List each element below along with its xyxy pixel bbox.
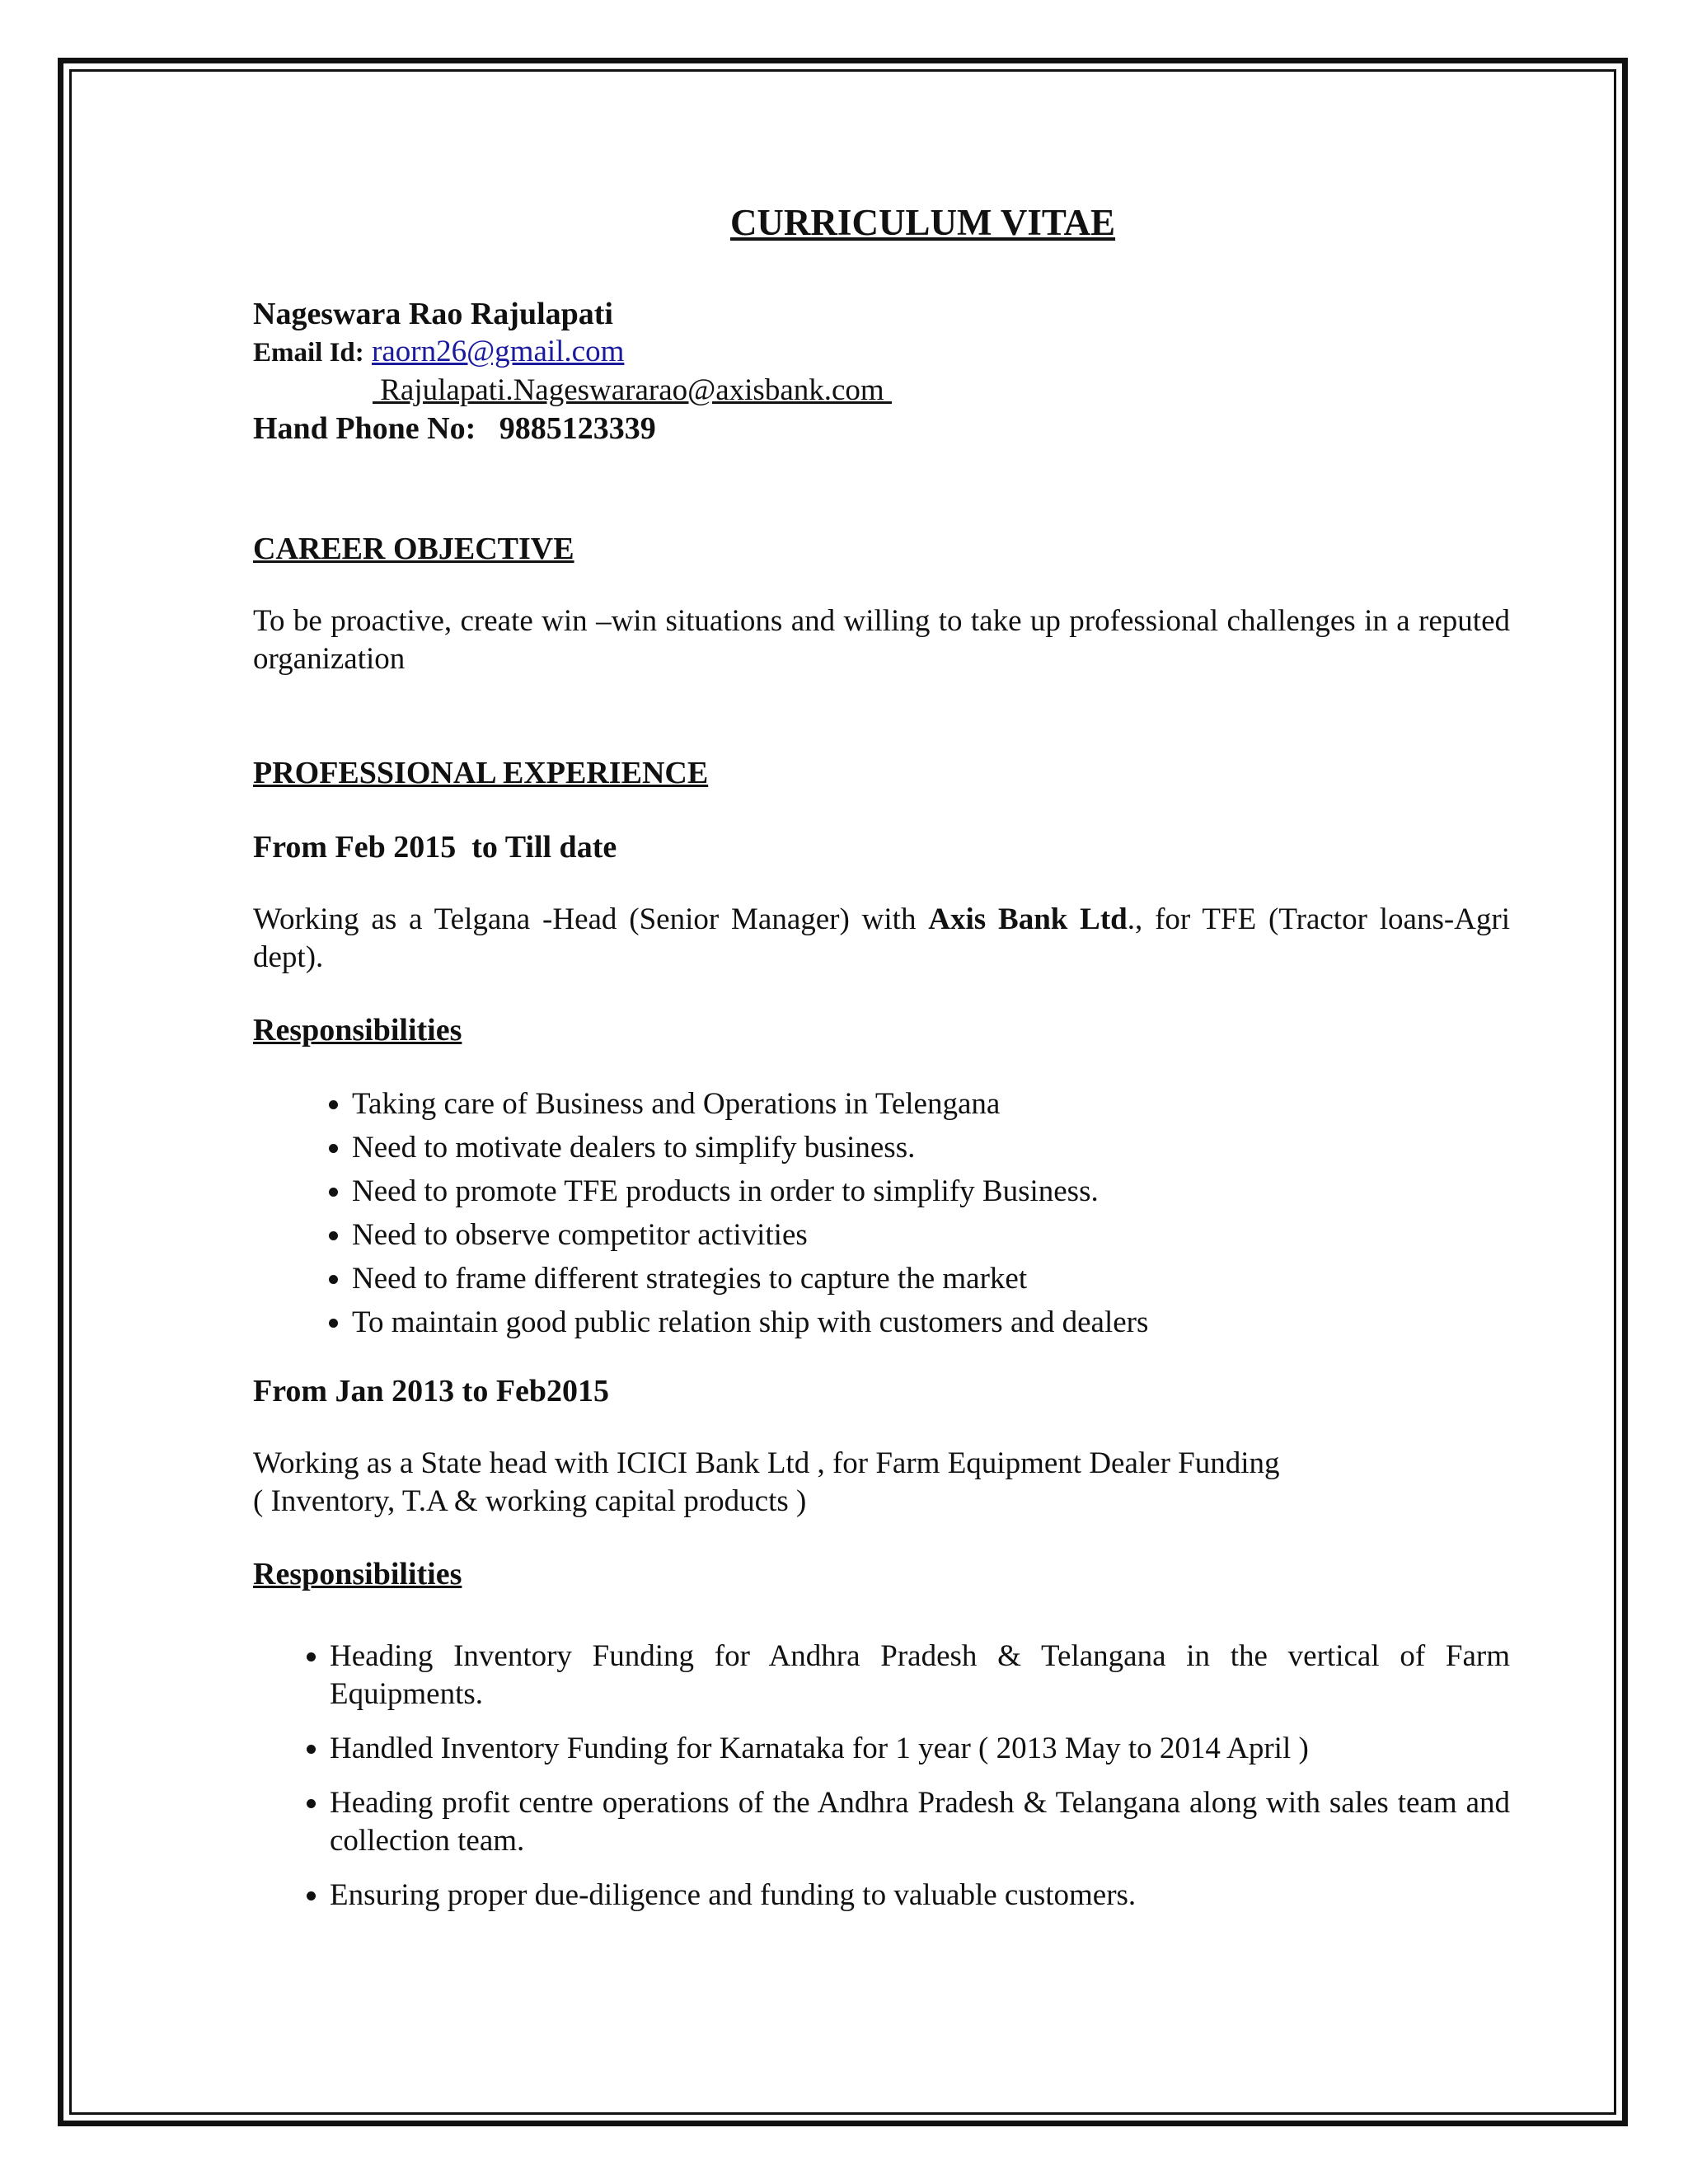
job-1-responsibilities-heading: Responsibilities [253, 1013, 462, 1047]
phone-label: Hand Phone No: [253, 411, 476, 446]
phone-value: 9885123339 [499, 411, 656, 446]
document-title: CURRICULUM VITAE [729, 202, 1116, 243]
cv-document [253, 198, 1510, 1931]
job-1-description [253, 901, 1510, 977]
list-item: • To maintain good public relation ship with customers and dealers [352, 1304, 1510, 1342]
career-objective-text: To be proactive, create win –win situations and willing to take up professional challenges in a reputed organization [253, 604, 1510, 676]
job-2-desc-line-1: Working as a State head with ICICI Bank Ltd , for Farm Equipment Dealer Funding [253, 1446, 1280, 1480]
job-2-period: From Jan 2013 to Feb2015 [253, 1374, 610, 1408]
list-item: • Need to motivate dealers to simplify business. [352, 1129, 1510, 1167]
list-item: • Handled Inventory Funding for Karnataka for 1 year ( 2013 May to 2014 April ) [330, 1730, 1510, 1768]
job-1-desc-tail: ., for TFE (Tractor loans-Agri dept). [253, 902, 1510, 974]
job-1-period: From Feb 2015 to Till date [253, 830, 617, 865]
job-2-description [253, 1445, 1510, 1521]
list-item: • Heading Inventory Funding for Andhra Pradesh & Telangana in the vertical of Farm Equipments. [330, 1638, 1510, 1713]
professional-experience-heading: PROFESSIONAL EXPERIENCE [253, 756, 709, 790]
phone-row [253, 410, 1510, 448]
job-2-desc-line-2: ( Inventory, T.A & working capital products ) [253, 1484, 807, 1518]
email-secondary: Rajulapati.Nageswararao@axisbank.com [373, 373, 892, 407]
job-1-employer: Axis Bank Ltd [928, 902, 1128, 936]
job-2-responsibilities-heading: Responsibilities [253, 1557, 462, 1591]
career-objective-heading: CAREER OBJECTIVE [253, 532, 574, 566]
list-item: • Ensuring proper due-diligence and funding to valuable customers. [330, 1877, 1510, 1915]
list-item: • Heading profit centre operations of the Andhra Pradesh & Telangana along with sales team and collection team. [330, 1784, 1510, 1860]
list-item: • Need to observe competitor activities [352, 1216, 1510, 1254]
job-1-responsibilities-list [253, 1085, 1510, 1342]
job-2-responsibilities-list [253, 1638, 1510, 1915]
list-item: • Taking care of Business and Operations in Telengana [352, 1085, 1510, 1123]
list-item: • Need to promote TFE products in order to simplify Business. [352, 1173, 1510, 1211]
email-primary-link[interactable]: raorn26@gmail.com [372, 335, 625, 368]
job-1-desc-text: Working as a Telgana -Head (Senior Manager) with [253, 902, 929, 936]
list-item: • Need to frame different strategies to capture the market [352, 1260, 1510, 1298]
email-label: Email Id: [253, 338, 364, 368]
email-row [253, 333, 1510, 372]
candidate-name: Nageswara Rao Rajulapati [253, 297, 613, 331]
